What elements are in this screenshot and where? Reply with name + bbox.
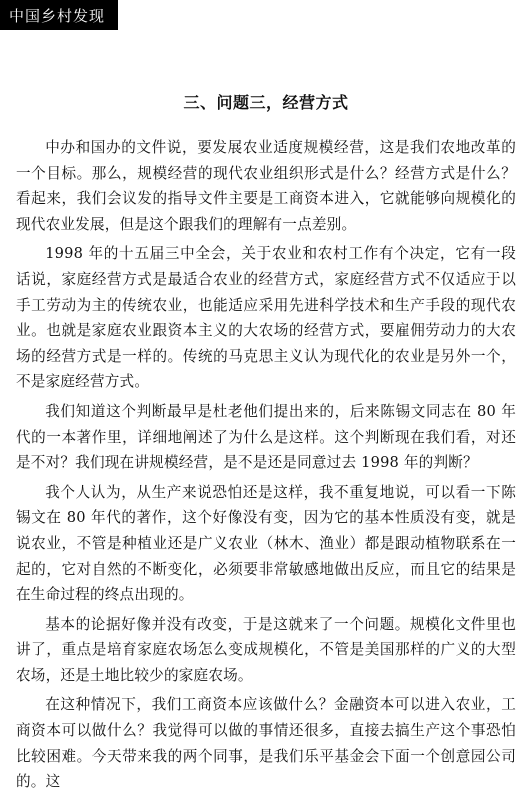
paragraph: 基本的论据好像并没有改变，于是这就来了一个问题。规模化文件里也讲了，重点是培育家庭农场怎么变成规模化，不管是美国那样的广义的大型农场，还是土地比较少的家庭农场。 — [16, 615, 516, 684]
header-title: 中国乡村发现 — [9, 6, 106, 25]
body-text — [16, 135, 516, 799]
paragraph: 1998 年的十五届三中全会，关于农业和农村工作有个决定，它有一段话说，家庭经营方式是最适合农业的经营方式，家庭经营方式不仅适应于以手工劳动为主的传统农业，也能适应采用先进科学技术和生产手段的现代农业。也就是家庭农业跟资本主义的大农场的经营方式，要雇佣劳动力的大农场的经营方式是一样的。传统的马克思主义认为现代化的农业是另外一个，不是家庭经营方式。 — [16, 245, 516, 391]
paragraph: 中办和国办的文件说，要发展农业适度规模经营，这是我们农地改革的一个目标。那么，规模经营的现代农业组织形式是什么？经营方式是什么？看起来，我们会议发的指导文件主要是工商资本进入，它就能够向规模化的现代农业发展，但是这个跟我们的理解有一点差别。 — [16, 139, 516, 233]
paragraph: 我们知道这个判断最早是杜老他们提出来的，后来陈锡文同志在 80 年代的一本著作里，详细地阐述了为什么是这样。这个判断现在我们看，对还是不对？我们现在讲规模经营，是不是还是同意过去 1998 年的判断？ — [16, 402, 516, 472]
header-bar — [0, 0, 118, 30]
paragraph: 在这种情况下，我们工商资本应该做什么？金融资本可以进入农业，工商资本可以做什么？我觉得可以做的事情还很多，直接去搞生产这个事恐怕比较困难。今天带来我的两个同事，是我们乐平基金会下面一个创意园公司的。这 — [16, 696, 516, 791]
section-heading: 三、问题三，经营方式 — [183, 93, 349, 112]
paragraph: 我个人认为，从生产来说恐怕还是这样，我不重复地说，可以看一下陈锡文在 80 年代的著作，这个好像没有变，因为它的基本性质没有变，就是说农业，不管是种植业还是广义农业（林木、渔业）都是跟动植物联系在一起的，它对自然的不断变化，必须要非常敏感地做出反应，而且它的结果是在生命过程的终点出现的。 — [16, 483, 516, 604]
